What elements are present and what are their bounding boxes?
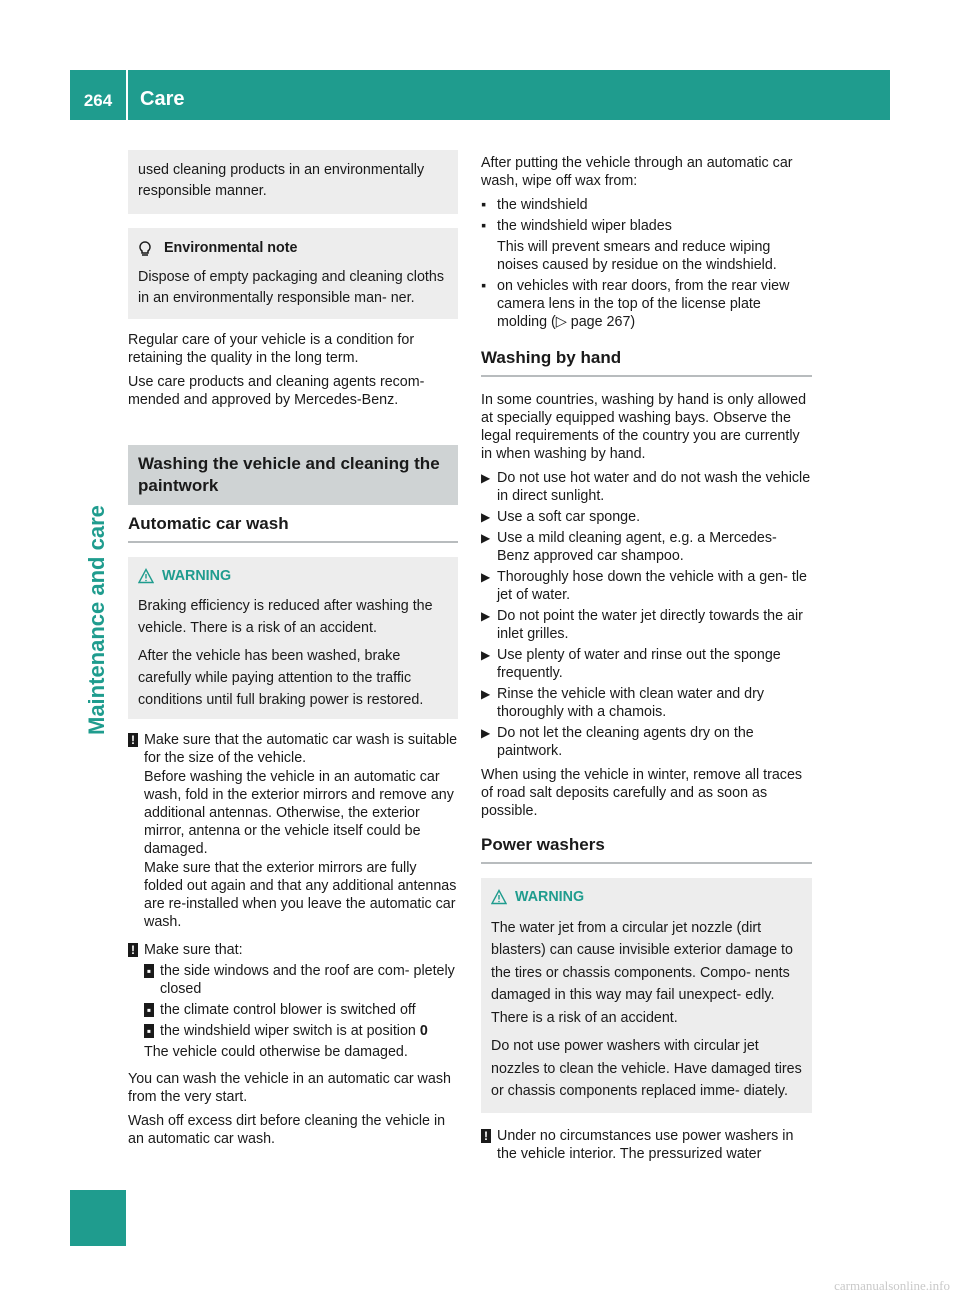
heading-automatic-car-wash: Automatic car wash bbox=[128, 515, 458, 543]
list-item-text: the windshield wiper blades bbox=[497, 218, 672, 234]
section-title: Care bbox=[140, 88, 185, 110]
paragraph-hand-intro: In some countries, washing by hand is only allowed at specially equipped washing bays. Observe the legal requirements of the country you are currently in when washing by hand. bbox=[481, 392, 807, 462]
arrow-icon: ▶ bbox=[481, 510, 491, 524]
side-chapter-label: Maintenance and care bbox=[84, 505, 109, 735]
list-item-text: the windshield wiper switch is at position bbox=[160, 1023, 420, 1039]
heading-washing-by-hand: Washing by hand bbox=[481, 349, 812, 377]
step-item: ▶ Use a mild cleaning agent, e.g. a Mercedes- Benz approved car shampoo. bbox=[481, 530, 777, 564]
warning-text-1: Braking efficiency is reduced after washing the vehicle. There is a risk of an accident. bbox=[138, 598, 433, 636]
warning-triangle-icon bbox=[138, 568, 154, 584]
step-item: ▶ Do not let the cleaning agents dry on the paintwork. bbox=[481, 725, 754, 759]
arrow-icon: ▶ bbox=[481, 648, 491, 662]
step-item: ▶ Rinse the vehicle with clean water and dry thoroughly with a chamois. bbox=[481, 686, 765, 720]
header-divider bbox=[126, 70, 128, 120]
paragraph-wash-off-dirt: Wash off excess dirt before cleaning the vehicle in an automatic car wash. bbox=[128, 1113, 446, 1147]
arrow-icon: ▶ bbox=[481, 726, 491, 740]
warning-text-2: After the vehicle has been washed, brake carefully while paying attention to the traffic conditions until full braking power is restored. bbox=[138, 648, 424, 708]
arrow-icon: ▶ bbox=[481, 471, 491, 485]
warning-title: WARNING bbox=[162, 568, 232, 584]
continued-text: used cleaning products in an environmentally responsible manner. bbox=[138, 162, 425, 199]
arrow-icon: ▶ bbox=[481, 570, 491, 584]
paragraph-care-products: Use care products and cleaning agents recom- mended and approved by Mercedes-Benz. bbox=[128, 374, 425, 408]
step-item: ▶ Use a soft car sponge. bbox=[481, 509, 641, 525]
exclamation-icon: ! bbox=[128, 943, 138, 957]
note-text-3: Make sure that the exterior mirrors are fully folded out again and that any additional antennas are re-installed when you leave the automatic car wash. bbox=[144, 860, 457, 930]
warning-box bbox=[128, 557, 458, 719]
environmental-note-text: Dispose of empty packaging and cleaning cloths in an environmentally responsible man- ner. bbox=[138, 269, 444, 306]
note-text-2: Before washing the vehicle in an automatic car wash, fold in the exterior mirrors and remove any additional antennas. Otherwise, the exterior mirror, antenna or the vehicle itself could be damaged. bbox=[144, 769, 454, 857]
section-heading: Washing the vehicle and cleaning the paintwork bbox=[128, 445, 458, 505]
paragraph-wax-intro: After putting the vehicle through an automatic car wash, wipe off wax from: bbox=[481, 155, 793, 189]
side-chapter-block bbox=[70, 1190, 126, 1246]
list-item-text: on vehicles with rear doors, from the rear view camera lens in the top of the license plate molding (▷ page 267) bbox=[497, 278, 790, 330]
list-item-text: the climate control blower is switched off bbox=[160, 1002, 416, 1018]
list-item: ▪ the windshield bbox=[481, 197, 588, 213]
warning-text-1: The water jet from a circular jet nozzle (dirt blasters) can cause invisible exterior damage to the tires or chassis components. Compo- nents damaged in this way may fail unexpect- edly. There is a risk of an accident. bbox=[491, 919, 793, 1026]
step-item: ▶ Use plenty of water and rinse out the sponge frequently. bbox=[481, 647, 781, 681]
list-item: ▪ the side windows and the roof are com- pletely closed bbox=[144, 962, 458, 998]
note-make-sure bbox=[128, 941, 458, 1067]
environmental-note-header bbox=[138, 238, 448, 259]
step-item: ▶ Do not point the water jet directly towards the air inlet grilles. bbox=[481, 608, 803, 642]
right-column bbox=[481, 154, 812, 1166]
step-item: ▶ Thoroughly hose down the vehicle with a gen- tle jet of water. bbox=[481, 569, 807, 603]
list-item-text: the side windows and the roof are com- pletely closed bbox=[160, 963, 455, 997]
note-intro: Make sure that: bbox=[144, 942, 243, 958]
paragraph-regular-care: Regular care of your vehicle is a condition for retaining the quality in the long term. bbox=[128, 332, 415, 366]
note-text-1: Make sure that the automatic car wash is suitable for the size of the vehicle. bbox=[144, 732, 458, 766]
warning-header bbox=[491, 886, 802, 909]
continued-box bbox=[128, 150, 458, 214]
note-car-wash-size bbox=[128, 731, 458, 937]
watermark: carmanualsonline.info bbox=[834, 1278, 950, 1293]
heading-power-washers: Power washers bbox=[481, 836, 812, 864]
paragraph-wash-start: You can wash the vehicle in an automatic car wash from the very start. bbox=[128, 1071, 451, 1105]
header-bar bbox=[70, 70, 890, 120]
warning-title: WARNING bbox=[515, 889, 585, 905]
note-power-washers bbox=[481, 1127, 812, 1163]
exclamation-icon: ! bbox=[481, 1129, 491, 1143]
warning-text-2: Do not use power washers with circular jet nozzles to clean the vehicle. Have damaged tires or chassis components replaced imme- diately. bbox=[491, 1038, 802, 1099]
environmental-note bbox=[128, 228, 458, 319]
note-text: Under no circumstances use power washers in the vehicle interior. The pressurized water bbox=[497, 1127, 794, 1162]
arrow-icon: ▶ bbox=[481, 609, 491, 623]
list-item: ▪ on vehicles with rear doors, from the rear view camera lens in the top of the license plate molding (▷ page 267) bbox=[481, 277, 812, 331]
arrow-icon: ▶ bbox=[481, 687, 491, 701]
warning-triangle-icon bbox=[491, 889, 507, 905]
note-outro: The vehicle could otherwise be damaged. bbox=[144, 1044, 408, 1060]
left-column bbox=[128, 150, 458, 1154]
warning-header bbox=[138, 565, 448, 587]
list-item: ▪ the windshield wiper switch is at position 0 bbox=[144, 1022, 458, 1040]
step-item: ▶ Do not use hot water and do not wash the vehicle in direct sunlight. bbox=[481, 470, 811, 504]
list-item-text: the windshield bbox=[497, 197, 588, 213]
environmental-note-title: Environmental note bbox=[164, 240, 298, 256]
list-item: ▪ the windshield wiper blades bbox=[481, 218, 672, 234]
list-item-subtext: This will prevent smears and reduce wiping noises caused by residue on the windshield. bbox=[497, 239, 777, 273]
paragraph-winter: When using the vehicle in winter, remove all traces of road salt deposits carefully and as soon as possible. bbox=[481, 767, 803, 819]
wiper-position-value: 0 bbox=[419, 1023, 428, 1039]
lightbulb-icon bbox=[138, 241, 152, 257]
list-item: ▪ the climate control blower is switched off bbox=[144, 1001, 458, 1019]
page-number: 264 bbox=[83, 91, 113, 110]
arrow-icon: ▶ bbox=[481, 531, 491, 545]
exclamation-icon: ! bbox=[128, 733, 138, 747]
warning-box bbox=[481, 878, 812, 1113]
